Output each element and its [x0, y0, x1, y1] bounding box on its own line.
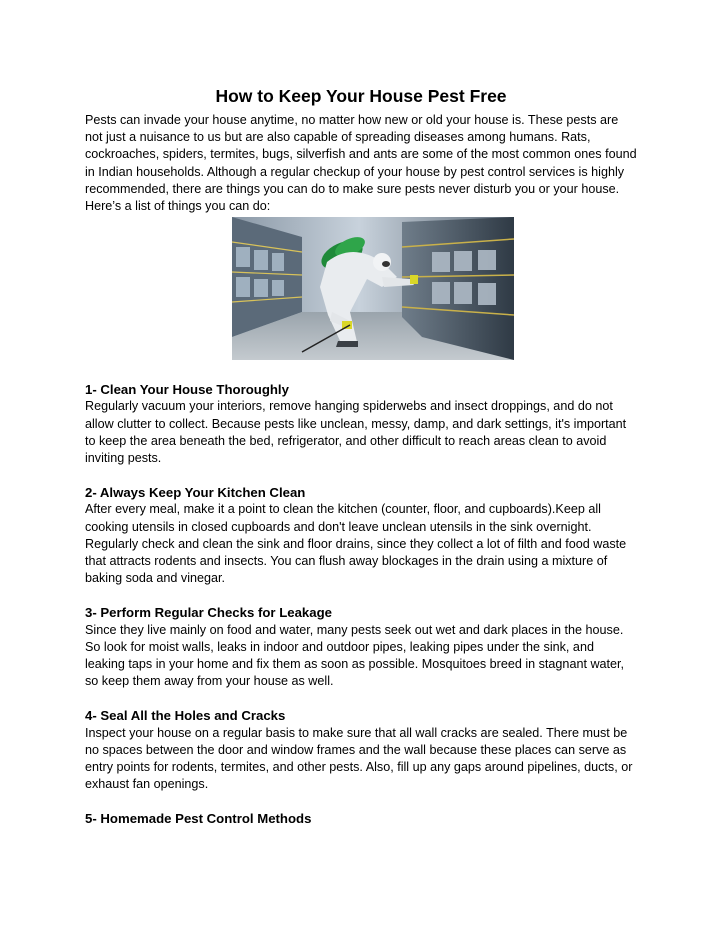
section-3	[85, 604, 637, 690]
section-body: Regularly vacuum your interiors, remove hanging spiderwebs and insect droppings, and do not allow clutter to collect. Because pests like unclean, messy, damp, and dark settings, it's important to keep the area beneath the bed, refrigerator, and other difficult to reach areas clean to avoid inviting pests.	[85, 399, 627, 466]
section-2	[85, 484, 637, 587]
page-title: How to Keep Your House Pest Free	[215, 86, 507, 106]
section-4	[85, 707, 637, 793]
section-heading: 2- Always Keep Your Kitchen Clean	[85, 485, 306, 501]
section-body: Inspect your house on a regular basis to make sure that all wall cracks are sealed. There must be no spaces between the door and window frames and the wall because these places can serve as entry points for rodents, termites, and other pests. Also, fill up any gaps around pipelines, ducts, or exhaust fan openings.	[85, 725, 633, 792]
section-1	[85, 381, 637, 467]
section-body: After every meal, make it a point to clean the kitchen (counter, floor, and cupboards).Keep all cooking utensils in closed cupboards and don't leave unclean utensils in the sink overnight. Regularly check and clean the sink and floor drains, since they collect a lot of filth and food waste that attracts rodents and insects. You can flush away blockages in the drain using a mixture of baking soda and vinegar.	[85, 502, 627, 586]
intro-paragraph: Pests can invade your house anytime, no matter how new or old your house is. These pests are not just a nuisance to us but are also capable of spreading diseases among humans. Rats, cockroaches, spiders, termites, bugs, silverfish and ants are some of the most common ones found in Indian households. Although a regular checkup of your house by pest control services is highly recommended, there are things you can do to make sure pests never disturb you or your house. Here’s a list of things you can do:	[85, 113, 637, 214]
section-heading: 3- Perform Regular Checks for Leakage	[85, 605, 332, 621]
section-heading: 5- Homemade Pest Control Methods	[85, 811, 312, 827]
section-5	[85, 810, 637, 827]
section-heading: 4- Seal All the Holes and Cracks	[85, 708, 286, 724]
section-heading: 1- Clean Your House Thoroughly	[85, 382, 289, 398]
document-page	[85, 84, 637, 828]
section-body: Since they live mainly on food and water, many pests seek out wet and dark places in the house. So look for moist walls, leaks in indoor and outdoor pipes, leaking pipes under the sink, and leaking taps in your home and fix them as soon as possible. Mosquitoes breed in stagnant water, so keep them away from your house as well.	[85, 622, 625, 689]
pest-control-photo	[232, 217, 514, 360]
